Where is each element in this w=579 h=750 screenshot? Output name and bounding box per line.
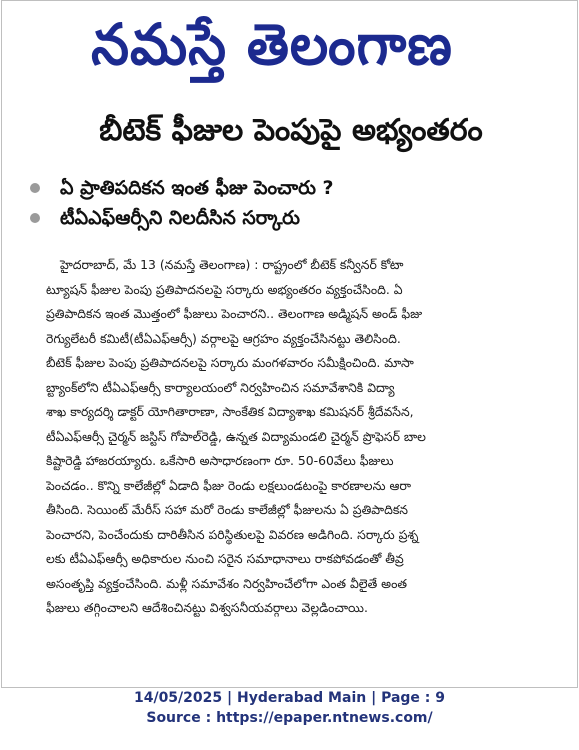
subheading-text: ఏ ప్రాతిపదికన ఇంత ఫీజు పెంచారు ?: [60, 177, 334, 199]
subheading-text: టీఏఎఫ్ఆర్సీని నిలదీసిన సర్కారు: [60, 207, 300, 229]
body-line: టీఏఎఫ్ఆర్సీ చైర్మన్ జస్టిస్ గోపాల్‌రెడ్డి, ఉన్నత విద్యామండలి చైర్మన్ ప్రొఫెసర్ బాల: [46, 428, 426, 444]
body-line: ఫీజులు తగ్గించాలని ఆదేశించినట్టు విశ్వసనీయవర్గాలు వెల్లడించాయి.: [46, 600, 368, 615]
bullet-dot-icon: [30, 213, 40, 223]
subheading-item: [30, 173, 550, 203]
body-line: కిష్టారెడ్డి హాజరయ్యారు. ఒకేసారి అసాధారణంగా రూ. 50-60వేలు ఫీజులు: [46, 453, 394, 468]
article-body: [46, 253, 561, 621]
subheading-item: [30, 203, 550, 233]
body-line: అసంతృప్తి వ్యక్తంచేసింది. మళ్లీ సమావేశం నిర్వహించేలోగా ఎంత వీలైతే అంత: [46, 575, 407, 591]
body-line: పెంచారని, పెంచేందుకు దారితీసిన పరిస్థితులపై వివరణ అడిగింది. సర్కారు ప్రశ్న: [46, 526, 419, 542]
article-headline: బీటెక్ ఫీజుల పెంపుపై అభ్యంతరం: [99, 113, 483, 148]
body-line: లకు టీఏఎఫ్ఆర్సీ అధికారుల నుంచి సరైన సమాధానాలు రాకపోవడంతో తీవ్ర: [46, 551, 404, 566]
body-line: ప్రతిపాదికన ఇంత మొత్తంలో ఫీజులు పెంచారని.. తెలంగాణ అడ్మిషన్ అండ్ ఫీజు: [46, 306, 423, 321]
bullet-dot-icon: [30, 183, 40, 193]
article-subheadings: [30, 173, 550, 233]
body-line: బీటెక్ ఫీజుల పెంపు ప్రతిపాదనలపై సర్కారు మంగళవారం సమీక్షించింది. మాసా: [46, 355, 414, 370]
body-line: హైదరాబాద్, మే 13 (నమస్తే తెలంగాణ) : రాష్ట్రంలో బీటెక్ కన్వీనర్ కోటా: [60, 257, 404, 272]
body-line: తీసింది. సెయింట్ మేరీస్ సహా మరో రెండు కాలేజీల్లో ఫీజులను ఏ ప్రతిపాదికన: [46, 502, 408, 517]
source-link[interactable]: Source : https://epaper.ntnews.com/: [146, 710, 433, 726]
body-line: రెగ్యులేటరీ కమిటీ(టీఏఎఫ్ఆర్సీ) వర్గాలపై ఆగ్రహం వ్యక్తంచేసినట్టు తెలిసింది.: [46, 330, 401, 346]
edition-info: 14/05/2025 | Hyderabad Main | Page : 9: [133, 690, 446, 706]
body-line: బ్ట్యాంక్‌లోని టీఏఎఫ్ఆర్సీ కార్యాలయంలో నిర్వహించిన సమావేశానికి విద్యా: [46, 379, 395, 395]
epaper-clipping: [1, 0, 578, 688]
body-line: ట్యూషన్ ఫీజుల పెంపు ప్రతిపాదనలపై సర్కారు అభ్యంతరం వ్యక్తంచేసింది. ఏ: [46, 281, 403, 297]
newspaper-masthead: నమస్తే తెలంగాణ: [91, 10, 453, 78]
body-line: శాఖ కార్యదర్శి డాక్టర్ యోగితారాణా, సాంకేతిక విద్యాశాఖ కమిషనర్ శ్రీదేవసేన,: [46, 404, 414, 419]
body-line: పెంచడం.. కొన్ని కాలేజీల్లో ఏడాది ఫీజు రెండు లక్షలుండటంపై కారణాలను ఆరా: [46, 477, 411, 493]
